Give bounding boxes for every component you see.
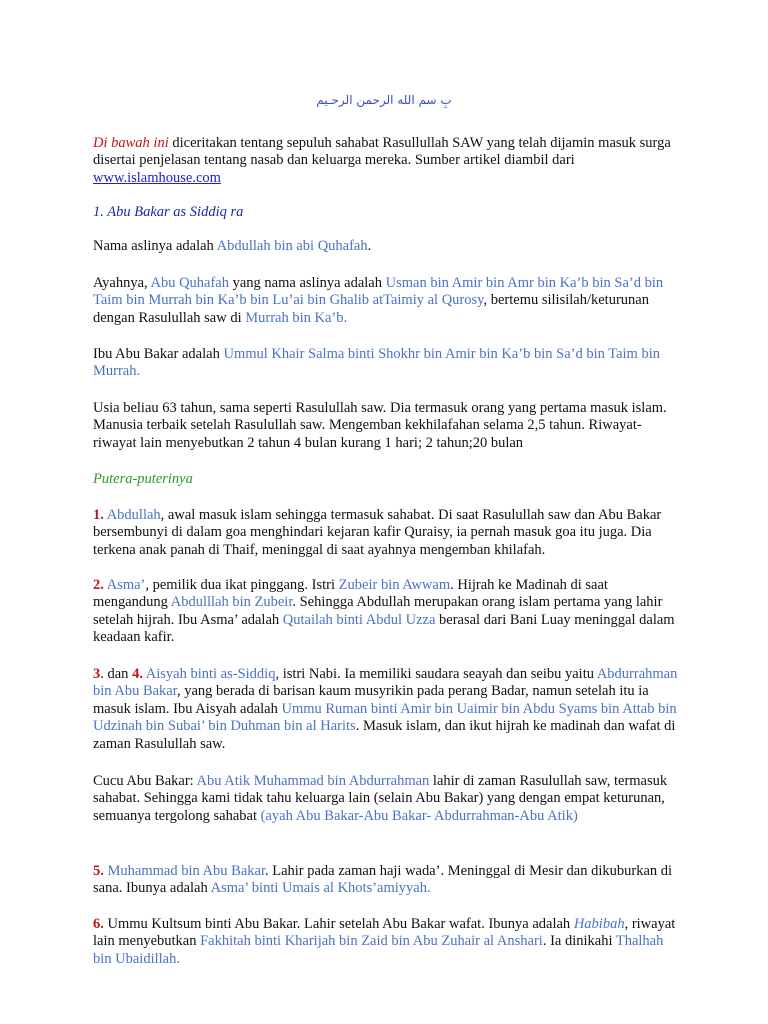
ayah-t1: Ayahnya, [93,275,151,291]
nama-text: Nama aslinya adalah [93,238,217,254]
child-3-t0: . dan [100,666,133,682]
child-6-n1: Habibah [573,916,625,932]
intro-paragraph [93,135,683,187]
child-2-name: Asma’ [103,577,146,593]
intro-text: diceritakan tentang sepuluh sahabat Rasullullah SAW yang telah dijamin masuk surga disertai penjelasan tentang nasab dan keluarga mereka. Sumber artikel diambil dari [93,135,671,169]
child-6-paragraph [93,916,683,968]
child-2-t3: . Sehingga Abdullah merupakan orang islam pertama yang lahir setelah hijrah. Ibu Asma’ adalah [93,594,663,628]
child-5-n2: Asma’ binti Umais al Khots’amiyyah. [210,880,431,897]
child-5-name: Muhammad bin Abu Bakar [103,863,265,879]
child-5-t1: . Lahir pada zaman haji wada’. Meninggal di Mesir dan dikuburkan di sana. Ibunya adalah [93,863,673,897]
cucu-paragraph [93,773,683,825]
cucu-t2: lahir di zaman Rasulullah saw, termasuk sahabat. Sehingga kami tidak tahu keluarga lain (selain Abu Bakar) yang dengan empat keturunan, semuanya tergolong sahabat [93,773,668,824]
ayah-n1: Abu Quhafah [150,275,229,291]
child-6-t3: . Ia dinikahi [542,933,616,950]
child-6-t2: , riwayat lain menyebutkan [93,916,676,950]
child-2-n2: Zubeir bin Awwam [338,577,451,593]
child-3-t2: , yang berada di barisan kaum musyrikin pada perang Badar, namun setelah itu ia masuk islam. Ibu Aisyah adalah [93,683,649,717]
nama-name: Abdullah bin abi Quhafah [216,238,368,254]
usia-paragraph: Usia beliau 63 tahun, sama seperti Rasulullah saw. Dia termasuk orang yang pertama masuk islam. Manusia terbaik setelah Rasulullah saw. Mengemban kekhilafahan selama 2,5 tahun. Riwayat-riwayat lain menyebutkan 2 tahun 4 bulan kurang 1 hari; 2 tahun;20 bulan [93,400,667,451]
section-heading: 1. Abu Bakar as Siddiq ra [93,204,244,220]
ibu-paragraph [93,346,683,381]
ayah-t2: yang nama aslinya adalah [229,275,386,291]
child-6-n2: Fakhitah binti Kharijah bin Zaid bin Abu Zuhair al Anshari [200,933,543,950]
nama-end: . [367,238,372,254]
child-1-number: 1. [93,507,104,523]
ayah-n2: Usman bin Amir bin Amr bin Ka’b bin Sa’d bin Taim bin Murrah bin Ka’b bin Lu’ai bin Ghalib atTaimiy al Qurosy [93,275,664,309]
child-2-t1: , pemilik dua ikat pinggang. Istri [145,577,339,593]
child-5-paragraph [93,863,683,898]
child-1-name: Abdullah [103,507,161,523]
child-3-name: Aisyah binti as-Siddiq [142,666,276,682]
nama-paragraph [93,238,683,255]
cucu-n2: (ayah Abu Bakar-Abu Bakar- Abdurrahman-Abu Atik) [260,807,578,824]
ayah-t3: , bertemu silisilah/keturunan dengan Rasulullah saw di [93,292,649,326]
child-1-text: , awal masuk islam sehingga termasuk sahabat. Di saat Rasulullah saw dan Abu Bakar bersembunyi di dalam goa menghindari kejaran kafir Quraisy, ia pernah masuk goa itu juga. Dia terkena anak panah di Thaif, meninggal di saat ayahnya mengemban khilafah. [93,507,662,558]
child-4-number: 4. [132,666,143,682]
child-3-t3: . Masuk islam, dan ikut hijrah ke madinah dan wafat di zaman Rasulullah saw. [93,718,676,752]
child-3-n2: Abdurrahman bin Abu Bakar [93,666,678,700]
intro-lead: Di bawah ini [93,135,169,151]
cucu-n1: Abu Atik Muhammad bin Abdurrahman [196,773,430,789]
cucu-t1: Cucu Abu Bakar: [93,773,197,789]
child-2-t4: berasal dari Bani Luay meninggal dalam keadaan kafir. [93,611,675,646]
child-6-t1: Ummu Kultsum binti Abu Bakar. Lahir setelah Abu Bakar wafat. Ibunya adalah [103,916,574,932]
child-6-number: 6. [93,916,104,932]
child-3-t1: , istri Nabi. Ia memiliki saudara seayah dan seibu yaitu [275,666,597,682]
child-2-n4: Qutailah binti Abdul Uzza [282,611,436,628]
basmala: بِ سم الله الرحمن الرحـيم [316,93,452,107]
ayah-n3: Murrah bin Ka’b. [245,309,348,326]
child-2-number: 2. [93,577,104,593]
ibu-t1: Ibu Abu Bakar adalah [93,346,224,362]
child-2-paragraph [93,577,683,647]
child-3-4-paragraph [93,666,683,753]
ibu-n1: Ummul Khair Salma binti Shokhr bin Amir bin Ka’b bin Sa’d bin Taim bin Murrah. [93,346,660,380]
child-5-number: 5. [93,863,104,879]
child-6-n3: Thalhah bin Ubaidillah. [93,933,664,967]
child-2-t2: . Hijrah ke Madinah di saat mengandung [93,577,608,611]
child-3-n3: Ummu Ruman binti Amir bin Uaimir bin Abdu Syams bin Attab bin Udzinah bin Subai’ bin Duhman bin al Harits [93,700,677,735]
putera-heading: Putera-puterinya [93,471,193,487]
source-link[interactable]: www.islamhouse.com [93,169,221,186]
child-3-number: 3 [93,666,101,682]
child-1-paragraph [93,507,683,559]
child-2-n3: Abdulllah bin Zubeir [170,594,293,611]
ayah-paragraph [93,275,683,327]
